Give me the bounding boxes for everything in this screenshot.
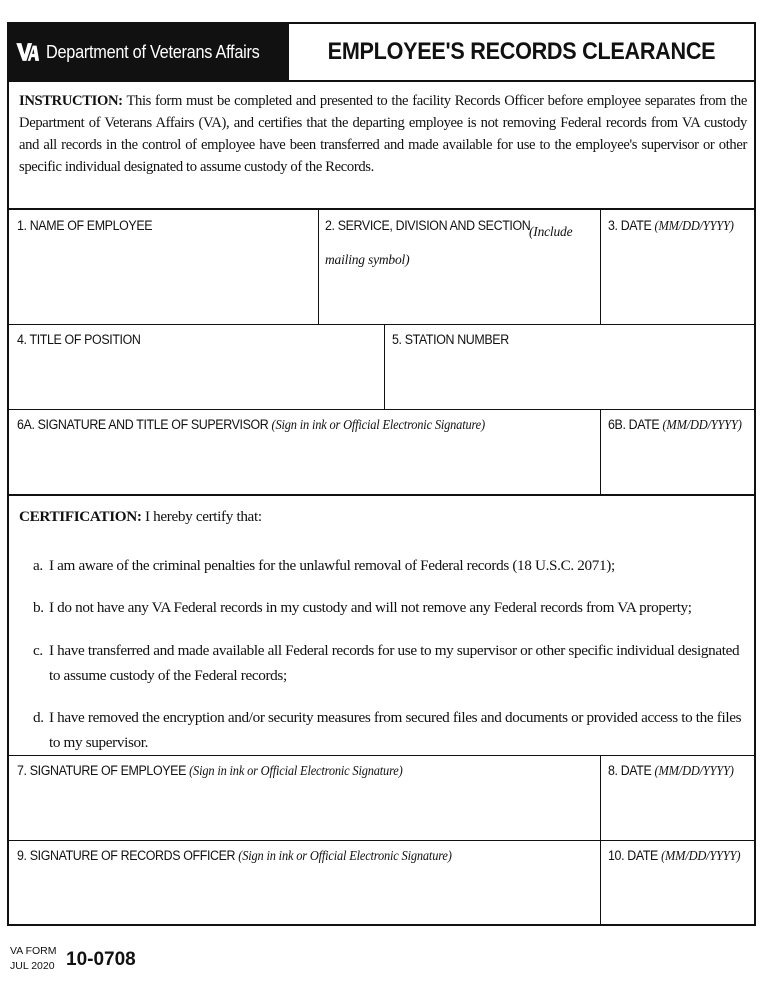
va-logo-icon	[15, 32, 40, 72]
certification-item	[33, 553, 747, 578]
date-6b-label	[608, 417, 742, 433]
instruction-label: INSTRUCTION:	[19, 93, 123, 109]
date-8-label	[608, 763, 734, 779]
certification-item-text: I am aware of the criminal penalties for the unlawful removal of Federal records (18 U.S.C. 2071);	[49, 557, 615, 574]
records-officer-signature-label	[17, 848, 452, 864]
station-number-label: 5. STATION NUMBER	[392, 332, 509, 347]
instruction-body: This form must be completed and presented to the facility Records Officer before employee separates from the Department of Veterans Affairs (VA), and certifies that the departing employee is not removing Federal records from VA custody and all records in the control of employee have been transferred and made available for use to the employee's supervisor or other specific individual designated to assume custody of the Records.	[19, 93, 747, 175]
date-10-label	[608, 848, 740, 864]
service-division-section-label-text: 2. SERVICE, DIVISION AND SECTION	[325, 218, 531, 233]
date-10-hint: (MM/DD/YYYY)	[661, 848, 741, 863]
employee-signature-label	[17, 763, 403, 779]
certification-item-letter: d.	[33, 709, 44, 726]
divider	[9, 494, 754, 496]
instruction-text	[19, 90, 747, 178]
form-edition: JUL 2020	[10, 960, 55, 972]
certification-item-letter: a.	[33, 557, 43, 574]
agency-banner	[9, 24, 289, 80]
certification-item	[33, 705, 747, 755]
form-frame	[7, 22, 756, 926]
date-3-label	[608, 218, 734, 234]
records-officer-signature-hint: (Sign in ink or Official Electronic Signature)	[238, 848, 452, 863]
certification-heading	[19, 508, 262, 526]
title-of-position-label: 4. TITLE OF POSITION	[17, 332, 141, 347]
certification-item-text: I have transferred and made available all Federal records for use to my supervisor or other specific individual designated to assume custody of the Federal records;	[49, 642, 740, 684]
divider	[9, 80, 754, 82]
employee-signature-label-text: 7. SIGNATURE OF EMPLOYEE	[17, 763, 187, 778]
certification-intro: I hereby certify that:	[145, 508, 262, 525]
supervisor-signature-label	[17, 417, 485, 433]
date-8-label-text: 8. DATE	[608, 763, 652, 778]
date-8-hint: (MM/DD/YYYY)	[654, 763, 734, 778]
records-officer-signature-label-text: 9. SIGNATURE OF RECORDS OFFICER	[17, 848, 236, 863]
supervisor-signature-label-text: 6A. SIGNATURE AND TITLE OF SUPERVISOR	[17, 417, 269, 432]
certification-item-letter: b.	[33, 599, 44, 616]
certification-item-text: I do not have any VA Federal records in my custody and will not remove any Federal records from VA property;	[49, 599, 692, 616]
employee-signature-hint: (Sign in ink or Official Electronic Signature)	[189, 763, 403, 778]
date-3-hint: (MM/DD/YYYY)	[654, 218, 734, 233]
form-number: 10-0708	[66, 949, 136, 970]
date-6b-hint: (MM/DD/YYYY)	[662, 417, 742, 432]
certification-item-letter: c.	[33, 642, 43, 659]
form-label: VA FORM	[10, 945, 57, 957]
name-of-employee-label: 1. NAME OF EMPLOYEE	[17, 218, 153, 233]
supervisor-signature-hint: (Sign in ink or Official Electronic Signature)	[271, 417, 485, 432]
certification-item-text: I have removed the encryption and/or security measures from secured files and documents or provided access to the files to my supervisor.	[49, 709, 742, 751]
date-6b-label-text: 6B. DATE	[608, 417, 660, 432]
form-title: EMPLOYEE'S RECORDS CLEARANCE	[327, 38, 716, 65]
form-id-block	[10, 944, 60, 974]
certification-item	[33, 638, 747, 688]
date-10-label-text: 10. DATE	[608, 848, 658, 863]
date-3-label-text: 3. DATE	[608, 218, 652, 233]
certification-item	[33, 595, 747, 620]
agency-name: Department of Veterans Affairs	[46, 41, 260, 62]
service-division-section-hint: (Include mailing symbol)	[325, 224, 573, 267]
certification-label: CERTIFICATION:	[19, 508, 142, 525]
